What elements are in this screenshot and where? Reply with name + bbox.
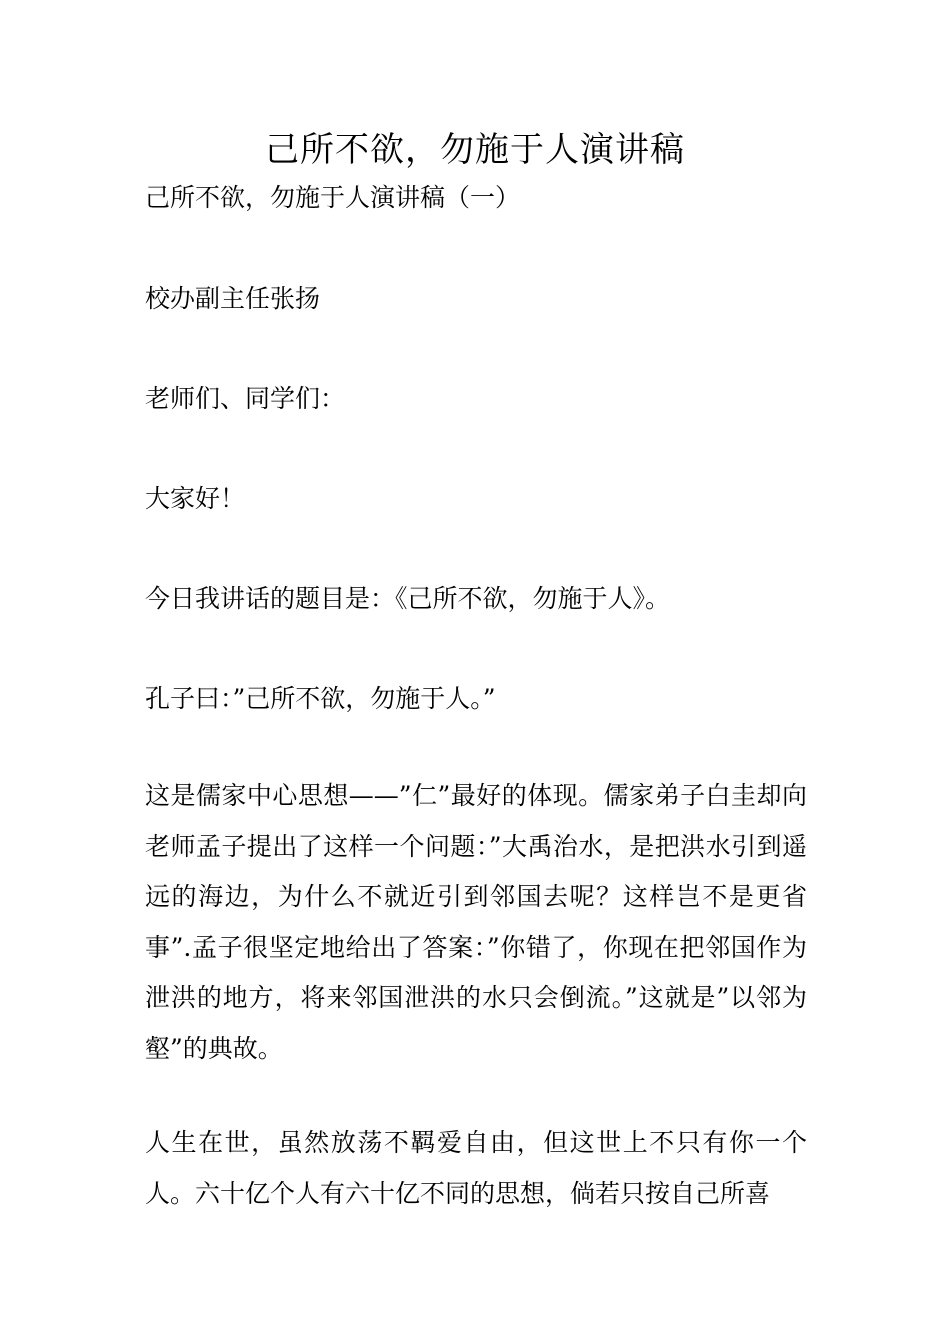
topic-line: 今日我讲话的题目是：《己所不欲，勿施于人》。	[145, 584, 671, 613]
document-title: 己所不欲，勿施于人演讲稿	[265, 130, 685, 170]
confucius-quote: 孔子曰：”己所不欲，勿施于人。”	[145, 684, 496, 713]
paragraph-life: 人生在世，虽然放荡不羁爱自由，但这世上不只有你一个人。六十亿个人有六十亿不同的思想，倘若只按自己所喜	[145, 1128, 807, 1208]
document-subtitle: 己所不欲，勿施于人演讲稿（一）	[145, 183, 521, 212]
salutation: 老师们、同学们：	[145, 384, 346, 413]
greeting: 大家好！	[145, 484, 246, 513]
author-line: 校办副主任张扬	[145, 284, 321, 313]
paragraph-benevolence: 这是儒家中心思想——”仁”最好的体现。儒家弟子白圭却向老师孟子提出了这样一个问题：”大禹治水，是把洪水引到遥远的海边，为什么不就近引到邻国去呢？这样岂不是更省事”.孟子很坚定地给出了答案：”你错了，你现在把邻国作为泄洪的地方，将来邻国泄洪的水只会倒流。”这就是”以邻为壑”的典故。	[145, 781, 807, 1063]
